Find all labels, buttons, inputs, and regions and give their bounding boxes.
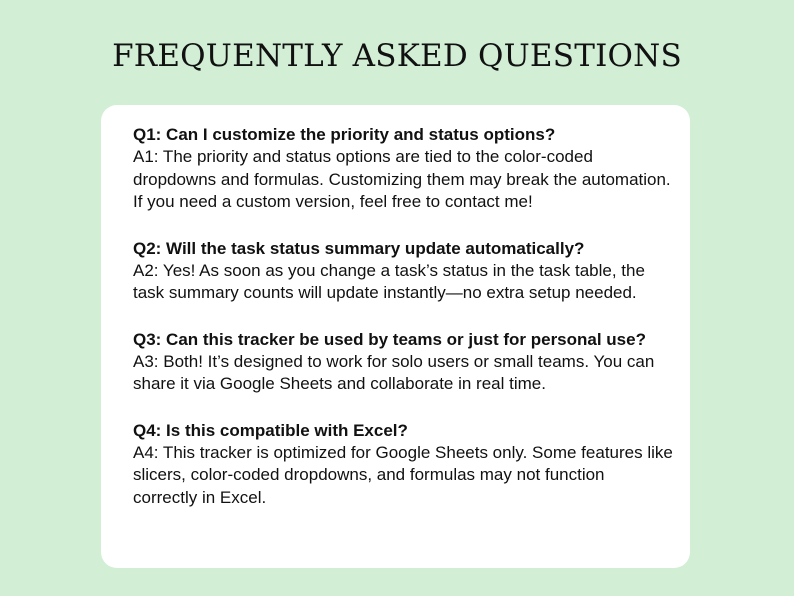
faq-answer-1: A1: The priority and status options are tied to the color-coded dropdowns and formulas. Customizing them may break the automation. If you need a custom version, feel free to contact me! [133,147,671,211]
faq-question-3: Q3: Can this tracker be used by teams or just for personal use? [133,329,646,349]
page-title: FREQUENTLY ASKED QUESTIONS [112,38,682,74]
faq-answer-4: A4: This tracker is optimized for Google Sheets only. Some features like slicers, color-coded dropdowns, and formulas may not function correctly in Excel. [133,442,673,507]
faq-card [101,105,690,568]
faq-question-4: Q4: Is this compatible with Excel? [133,420,408,440]
faq-answer-2: A2: Yes! As soon as you change a task’s status in the task table, the task summary counts will update instantly—no extra setup needed. [133,260,645,302]
faq-item-3 [133,328,670,396]
faq-item-4 [133,419,673,510]
faq-item-2 [133,237,670,305]
faq-question-2: Q2: Will the task status summary update automatically? [133,238,585,258]
faq-answer-3: A3: Both! It’s designed to work for solo users or small teams. You can share it via Google Sheets and collaborate in real time. [133,351,655,393]
faq-question-1: Q1: Can I customize the priority and status options? [133,125,556,144]
faq-item-1 [133,123,670,214]
